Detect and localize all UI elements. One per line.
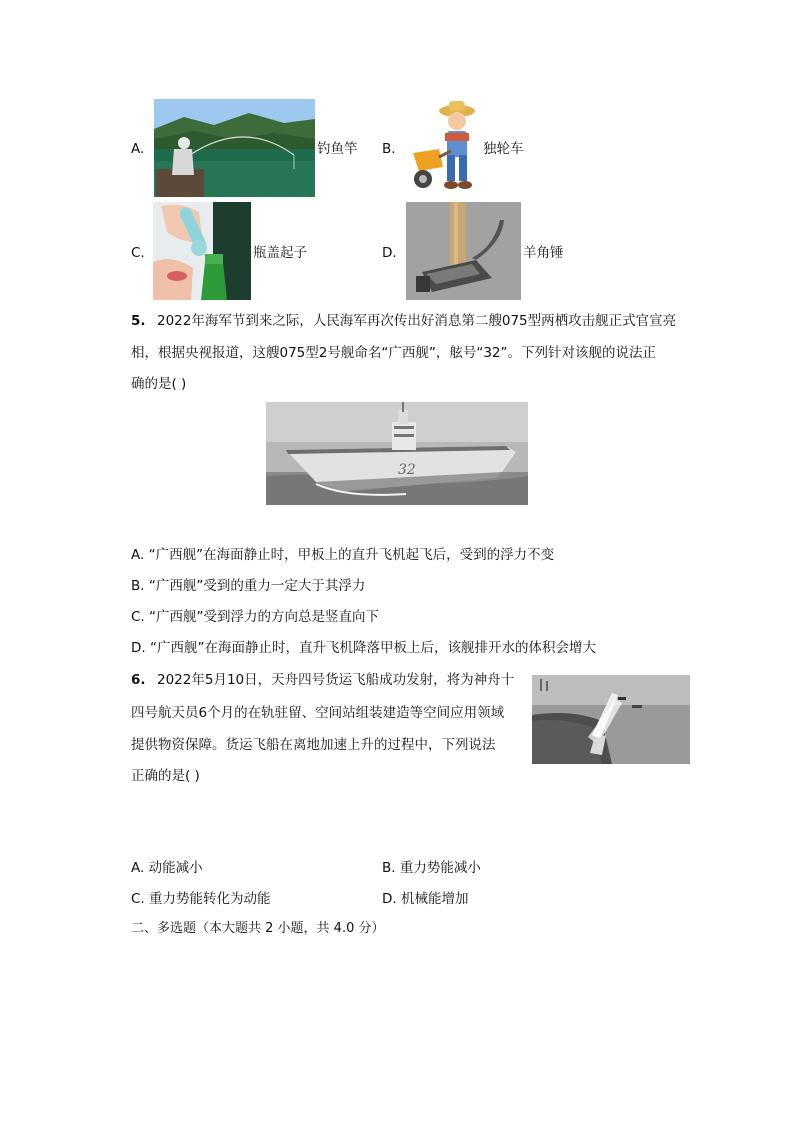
q6-stem-line-3: 提供物资保障。货运飞船在离地加速上升的过程中，下列说法 [131,737,496,753]
option-letter-c: C. [131,245,145,261]
q6-option-a: A. 动能减小 [131,860,203,876]
option-label-a: 钓鱼竿 [317,141,358,157]
q6-option-b: B. 重力势能减小 [382,860,481,876]
option-letter-b: B. [382,141,396,157]
q6-option-c: C. 重力势能转化为动能 [131,891,271,907]
question-number-5: 5. [131,313,146,329]
fishing-photo-icon [154,99,315,197]
q5-option-a: A. “广西舰”在海面静止时，甲板上的直升飞机起飞后，受到的浮力不变 [131,547,555,563]
amphibious-assault-ship-icon [266,402,528,505]
option-letter-d: D. [382,245,397,261]
q6-stem-line-1: 2022年5月10日，天舟四号货运飞船成功发射，将为神舟十 [157,672,515,688]
option-letter-a: A. [131,141,145,157]
wheelbarrow-icon [405,99,481,195]
question-number-6: 6. [131,672,146,688]
option-label-b: 独轮车 [483,141,524,157]
q5-option-c: C. “广西舰”受到浮力的方向总是竖直向下 [131,609,380,625]
q5-option-d: D. “广西舰”在海面静止时，直升飞机降落甲板上后，该舰排开水的体积会增大 [131,640,596,656]
svg-text:32: 32 [398,462,416,478]
q6-option-d: D. 机械能增加 [382,891,469,907]
option-label-d-text: 羊角锤 [523,245,564,261]
q6-stem-line-4: 正确的是( ) [131,768,200,784]
q5-stem-line-1: 2022年海军节到来之际，人民海军再次传出好消息第二艘075型两栖攻击舰正式官宣亮 [157,313,677,329]
bottle-opener-photo-icon [153,202,251,300]
claw-hammer-photo-icon [406,202,521,300]
q5-stem-line-2: 相，根据央视报道，这艘075型2号舰命名“广西舰”，舷号“32”。下列针对该舰的说法正 [131,345,657,361]
q5-option-b: B. “广西舰”受到的重力一定大于其浮力 [131,578,366,594]
q6-stem-line-2: 四号航天员6个月的在轨驻留、空间站组装建造等空间应用领域 [131,705,505,721]
section-heading-multiple-choice: 二、多选题（本大题共 2 小题，共 4.0 分） [131,921,385,936]
rocket-launch-photo-icon [532,675,690,764]
option-label-c: 瓶盖起子 [253,245,307,261]
q5-stem-line-3: 确的是( ) [131,376,187,392]
